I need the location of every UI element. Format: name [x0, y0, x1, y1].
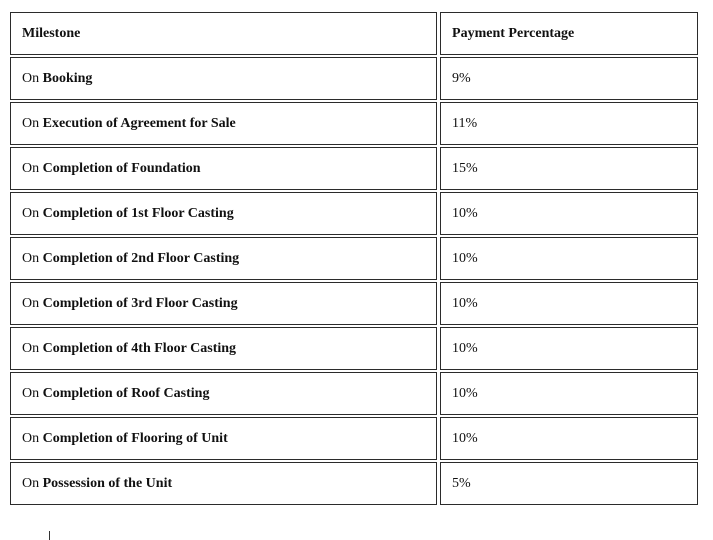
milestone-cell	[10, 282, 437, 325]
milestone-name: Completion of 4th Floor Casting	[42, 340, 237, 356]
milestone-prefix: On	[22, 430, 43, 446]
milestone-cell	[10, 462, 437, 505]
milestone-name: Booking	[42, 70, 93, 86]
milestone-prefix: On	[22, 385, 43, 401]
milestone-cell	[10, 192, 437, 235]
payment-cell: 10%	[440, 192, 698, 235]
milestone-prefix: On	[22, 475, 43, 491]
milestone-prefix: On	[22, 115, 43, 131]
milestone-name: Completion of Roof Casting	[42, 385, 210, 401]
milestone-cell	[10, 147, 437, 190]
milestone-cell	[10, 327, 437, 370]
milestone-cell	[10, 237, 437, 280]
milestone-prefix: On	[22, 340, 43, 356]
milestone-cell	[10, 102, 437, 145]
table-row	[10, 192, 698, 235]
payment-schedule-table	[7, 10, 701, 507]
table-row	[10, 102, 698, 145]
payment-cell: 10%	[440, 372, 698, 415]
table-row	[10, 282, 698, 325]
payment-cell: 10%	[440, 417, 698, 460]
milestone-name: Completion of Flooring of Unit	[42, 430, 228, 446]
milestone-cell	[10, 57, 437, 100]
milestone-prefix: On	[22, 250, 43, 266]
text-cursor	[49, 531, 50, 540]
milestone-prefix: On	[22, 295, 43, 311]
table-row	[10, 327, 698, 370]
milestone-name: Completion of 2nd Floor Casting	[42, 250, 240, 266]
milestone-cell	[10, 372, 437, 415]
milestone-prefix: On	[22, 70, 43, 86]
table-header-row	[10, 12, 698, 55]
payment-cell: 5%	[440, 462, 698, 505]
table-row	[10, 57, 698, 100]
table-row	[10, 147, 698, 190]
payment-cell: 11%	[440, 102, 698, 145]
milestone-name: Completion of Foundation	[42, 160, 201, 176]
milestone-name: Completion of 3rd Floor Casting	[42, 295, 238, 311]
header-payment-percentage: Payment Percentage	[440, 12, 698, 55]
payment-cell: 10%	[440, 282, 698, 325]
table-row	[10, 417, 698, 460]
table-row	[10, 462, 698, 505]
table-row	[10, 372, 698, 415]
milestone-cell	[10, 417, 437, 460]
milestone-name: Completion of 1st Floor Casting	[42, 205, 234, 221]
header-milestone: Milestone	[10, 12, 437, 55]
payment-cell: 9%	[440, 57, 698, 100]
milestone-prefix: On	[22, 205, 43, 221]
milestone-name: Execution of Agreement for Sale	[42, 115, 236, 131]
table-row	[10, 237, 698, 280]
milestone-name: Possession of the Unit	[42, 475, 173, 491]
payment-cell: 10%	[440, 327, 698, 370]
payment-cell: 10%	[440, 237, 698, 280]
milestone-prefix: On	[22, 160, 43, 176]
payment-cell: 15%	[440, 147, 698, 190]
